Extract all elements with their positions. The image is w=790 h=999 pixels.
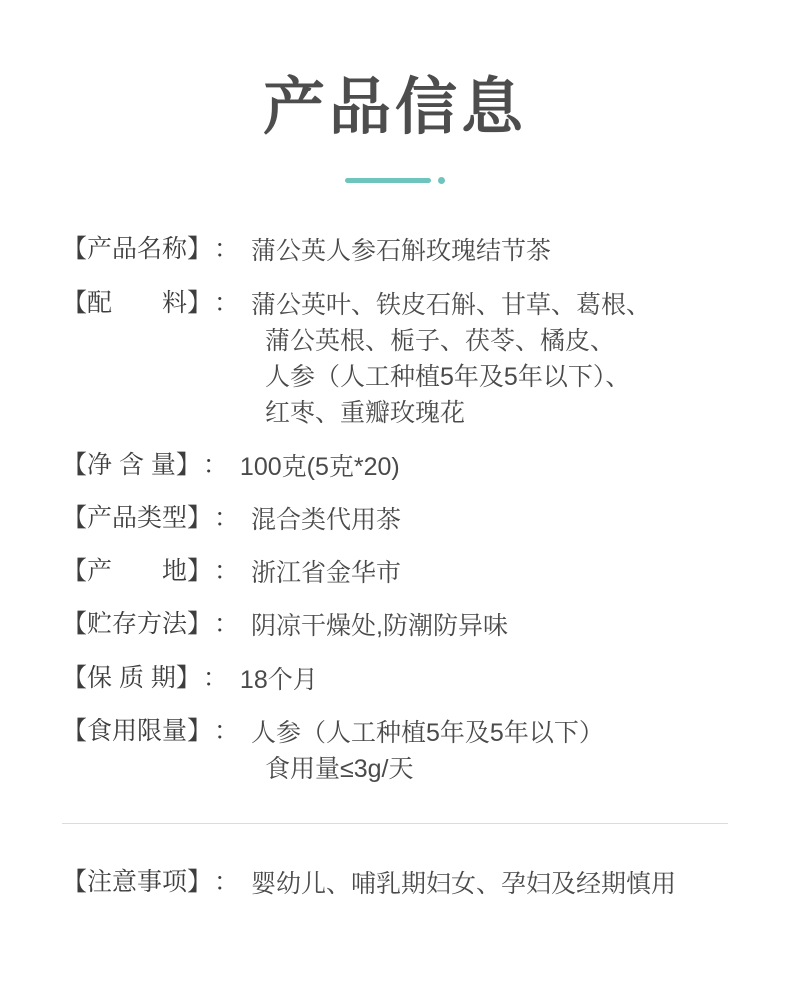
info-value-line: 混合类代用茶	[251, 505, 402, 534]
info-colon: ：	[214, 610, 240, 639]
info-label: 【配 料】	[62, 288, 213, 317]
info-row-notice	[0, 866, 790, 902]
info-row-ingredients	[62, 287, 750, 432]
info-value	[251, 502, 750, 538]
info-value	[251, 287, 750, 432]
info-colon: ：	[202, 663, 228, 692]
info-row-shelf-life	[62, 662, 750, 698]
info-value	[251, 233, 750, 269]
info-row-consumption-limit	[62, 715, 750, 788]
info-value-line: 浙江省金华市	[251, 559, 402, 588]
info-value-line: 蒲公英根、栀子、茯苓、橘皮、	[265, 326, 616, 355]
info-value-line: 蒲公英人参石斛玫瑰结节茶	[251, 237, 552, 266]
info-row-product-type	[62, 502, 750, 538]
info-label: 【食用限量】	[62, 716, 213, 745]
info-colon: ：	[214, 557, 240, 586]
info-value-line: 18个月	[239, 665, 318, 694]
notice-label: 【注意事项】	[62, 868, 213, 897]
info-row-product-name	[62, 233, 750, 269]
info-row-storage	[62, 608, 750, 644]
divider-dot	[438, 177, 445, 184]
info-value-line: 人参（人工种植5年及5年以下）	[251, 718, 604, 747]
info-value-line: 食用量≤3g/天	[265, 755, 414, 784]
info-label: 【产品名称】	[62, 235, 213, 264]
info-value	[251, 608, 750, 644]
info-row-origin	[62, 555, 750, 591]
info-label: 【保 质 期】	[62, 663, 201, 692]
info-colon: ：	[202, 450, 228, 479]
info-label: 【产品类型】	[62, 503, 213, 532]
product-info-list	[0, 233, 790, 787]
info-row-net-content	[62, 449, 750, 485]
notice-value	[251, 866, 750, 902]
title-divider	[0, 173, 790, 187]
info-value	[251, 555, 750, 591]
info-colon: ：	[214, 503, 240, 532]
section-divider	[62, 823, 728, 824]
info-value	[240, 449, 750, 485]
notice-value-line: 婴幼儿、哺乳期妇女、孕妇及经期慎用	[251, 870, 677, 899]
page-title: 产品信息	[262, 73, 527, 142]
info-value-line: 阴凉干燥处,防潮防异味	[251, 612, 508, 641]
info-label: 【产 地】	[62, 557, 213, 586]
info-value-line: 人参（人工种植5年及5年以下）、	[265, 363, 631, 392]
info-colon: ：	[214, 716, 240, 745]
notice-colon: ：	[214, 868, 240, 897]
divider-line	[345, 178, 431, 183]
info-value-line: 蒲公英叶、铁皮石斛、甘草、葛根、	[251, 290, 652, 319]
info-label: 【贮存方法】	[62, 610, 213, 639]
info-value-line: 红枣、重瓣玫瑰花	[265, 399, 466, 428]
info-colon: ：	[214, 235, 240, 264]
info-value	[251, 715, 750, 788]
info-colon: ：	[214, 288, 240, 317]
info-value-line: 100克(5克*20)	[239, 452, 400, 481]
info-label: 【净 含 量】	[62, 450, 201, 479]
info-value	[240, 662, 750, 698]
